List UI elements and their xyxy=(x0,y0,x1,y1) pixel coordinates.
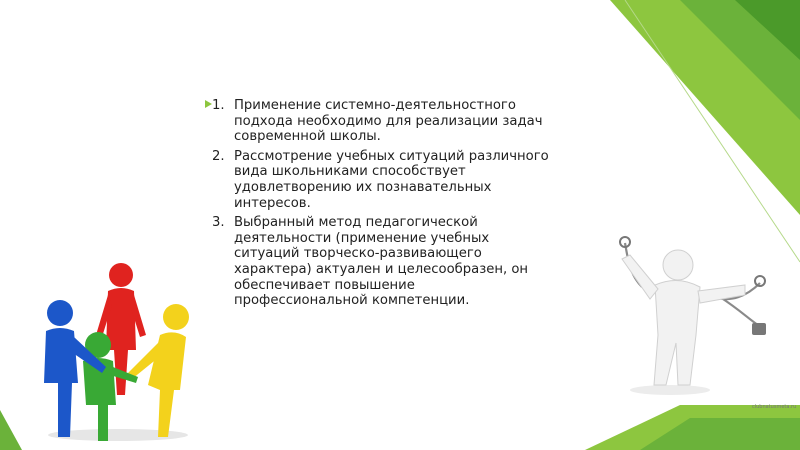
item-text-line: Выбранный метод педагогической xyxy=(234,215,478,231)
bullet-arrow-icon xyxy=(205,100,212,108)
item-text-line: характера) актуален и целесообразен, он xyxy=(234,261,529,277)
item-text-line: Рассмотрение учебных ситуаций различного xyxy=(234,148,549,164)
image-credit: clubnatusmeta.ru xyxy=(752,404,797,410)
item-number: 2. xyxy=(212,148,225,164)
item-text-line: вида школьниками способствует xyxy=(234,164,466,180)
item-number: 3. xyxy=(212,215,225,231)
item-text-line: современной школы. xyxy=(234,129,381,145)
item-text-line: Применение системно-деятельностного xyxy=(234,98,516,113)
item-text-line: интересов. xyxy=(234,195,311,211)
list-item xyxy=(212,98,602,145)
item-text-line: ситуаций творческо-развивающего xyxy=(234,246,482,262)
bottom-left-triangle xyxy=(0,410,22,450)
team-circle-figures-icon xyxy=(28,255,203,445)
item-number: 1. xyxy=(212,98,225,113)
slide-body xyxy=(212,98,602,313)
item-text-line: деятельности (применение учебных xyxy=(234,230,490,246)
item-text-line: профессиональной компетенции. xyxy=(234,293,470,309)
item-text-line: удовлетворению их познавательных xyxy=(234,179,492,195)
list-item xyxy=(212,215,602,309)
figure-breaking-chains-icon xyxy=(600,225,775,405)
item-text-line: обеспечивает повышение xyxy=(234,277,415,293)
item-text-line: подхода необходимо для реализации задач xyxy=(234,113,543,129)
list-item xyxy=(212,149,602,211)
